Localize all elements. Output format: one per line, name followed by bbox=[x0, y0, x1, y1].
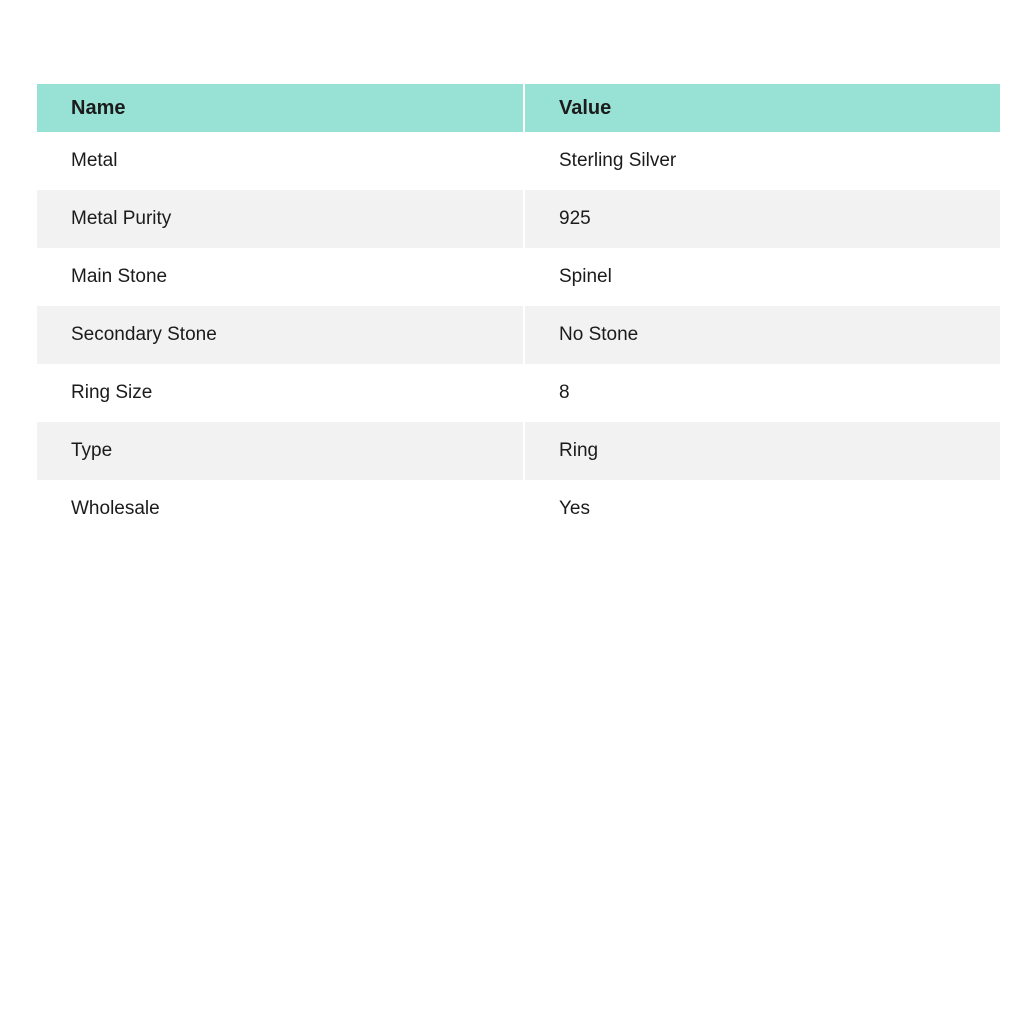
cell-name bbox=[37, 132, 523, 190]
table-row bbox=[37, 248, 1000, 306]
table-row bbox=[37, 190, 1000, 248]
cell-value bbox=[523, 306, 1000, 364]
attribute-name: Main Stone bbox=[71, 266, 168, 287]
attribute-name: Metal Purity bbox=[71, 208, 172, 229]
attribute-value: 925 bbox=[559, 208, 591, 229]
cell-value bbox=[523, 480, 1000, 538]
table-row bbox=[37, 480, 1000, 538]
attribute-name: Wholesale bbox=[71, 498, 160, 519]
table-row bbox=[37, 132, 1000, 190]
attribute-name: Secondary Stone bbox=[71, 324, 217, 345]
cell-value bbox=[523, 422, 1000, 480]
attribute-name: Type bbox=[71, 440, 113, 461]
header-label-name: Name bbox=[71, 96, 126, 119]
product-attributes-table bbox=[37, 84, 1000, 538]
table-row bbox=[37, 306, 1000, 364]
table-row bbox=[37, 364, 1000, 422]
cell-name bbox=[37, 480, 523, 538]
attribute-value: Yes bbox=[559, 498, 590, 519]
header-label-value: Value bbox=[559, 96, 612, 119]
attribute-value: No Stone bbox=[559, 324, 639, 345]
attribute-value: Ring bbox=[559, 440, 599, 461]
attribute-value: 8 bbox=[559, 382, 570, 403]
cell-name bbox=[37, 422, 523, 480]
cell-name bbox=[37, 364, 523, 422]
table-header-row bbox=[37, 84, 1000, 132]
cell-value bbox=[523, 248, 1000, 306]
cell-name bbox=[37, 306, 523, 364]
attribute-value: Spinel bbox=[559, 266, 612, 287]
cell-value bbox=[523, 364, 1000, 422]
attribute-value: Sterling Silver bbox=[559, 150, 677, 171]
attribute-name: Ring Size bbox=[71, 382, 153, 403]
header-cell-value bbox=[523, 84, 1000, 132]
cell-value bbox=[523, 132, 1000, 190]
cell-value bbox=[523, 190, 1000, 248]
table-row bbox=[37, 422, 1000, 480]
cell-name bbox=[37, 248, 523, 306]
attribute-name: Metal bbox=[71, 150, 118, 171]
header-cell-name bbox=[37, 84, 523, 132]
cell-name bbox=[37, 190, 523, 248]
